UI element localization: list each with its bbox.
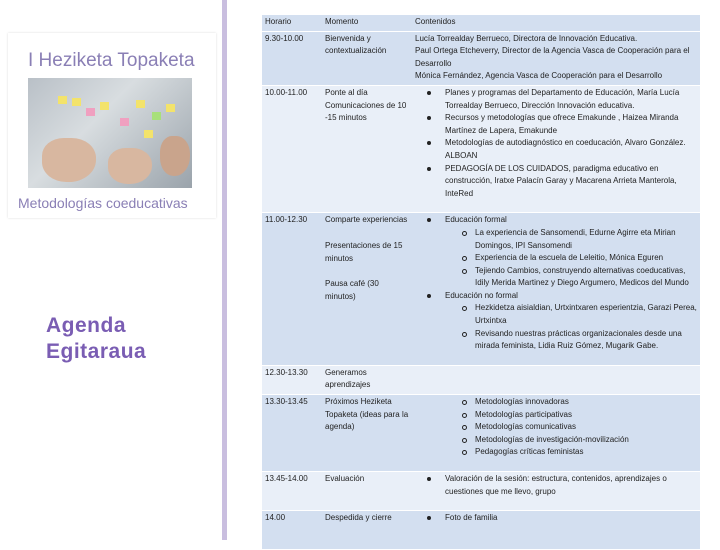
table-header-row [262,15,700,31]
sub-item: Experiencia de la escuela de Leleitio, Mónica Eguren [475,252,697,265]
sticky-note [166,104,175,112]
sub-item: Metodologías innovadoras [475,396,697,409]
table-row [262,85,700,212]
row-contents [412,31,700,85]
cover-subtitle: Metodologías coeducativas [18,195,188,211]
sticky-note [100,102,109,110]
sticky-note [136,100,145,108]
sticky-note [120,118,129,126]
table-row [262,511,700,550]
list-item: Recursos y metodologías que ofrece Emakunde , Haizea Miranda Martínez de Lapera, Emakunde [445,112,697,137]
table-row [262,213,700,366]
row-time: 12.30-13.30 [262,365,322,394]
row-time: 10.00-11.00 [262,85,322,212]
agenda-table [262,15,700,550]
sticky-note [58,96,67,104]
sticky-note [86,108,95,116]
moment-part: Comparte experiencias [325,215,408,225]
sticky-note [144,130,153,138]
row-moment: Generamos aprendizajes [322,365,412,394]
agenda-title [46,313,146,365]
list-item: PEDAGOGÍA DE LOS CUIDADOS, paradigma educativo en construcción, Iratxe Palacín Garay y Macarena Arrieta Manterola, InteRed [445,163,697,201]
sticky-note [152,112,161,120]
group-label: Educación no formal [445,290,518,300]
list-item: Metodologías de autodiagnóstico en coeducación, Alvaro González. ALBOAN [445,137,697,162]
sub-item: Pedagogías críticas feministas [475,446,697,459]
row-time: 13.45-14.00 [262,472,322,511]
row-moment: Evaluación [322,472,412,511]
row-contents [412,85,700,212]
hand-shape [42,138,96,182]
row-contents [412,213,700,366]
sub-item: Metodologías participativas [475,409,697,422]
row-time: 9.30-10.00 [262,31,322,85]
row-contents [412,511,700,550]
hand-shape [160,136,190,176]
sub-item: La experiencia de Sansomendi, Edurne Agirre eta Mirian Domingos, IPI Sansomendi [475,227,697,252]
moment-part: Pausa café (30 minutos) [325,279,379,301]
header-moment: Momento [322,15,412,31]
list-item: Valoración de la sesión: estructura, contenidos, aprendizajes o cuestiones que me llevo, grupo [445,473,697,498]
list-item [445,290,697,353]
row-moment: Despedida y cierre [322,511,412,550]
sub-item: Hezkidetza aisialdian, Urtxintxaren esperientzia, Garazi Perea, Urtxintxa [475,302,697,327]
sub-item: Tejiendo Cambios, construyendo alternativas coeducativas, Idily Merida Martinez y Diego Argumero, Medicos del Mundo [475,265,697,290]
row-time: 14.00 [262,511,322,550]
header-contents: Contenidos [412,15,700,31]
table-row [262,31,700,85]
content-line: Mónica Fernández, Agencia Vasca de Cooperación para el Desarrollo [415,71,663,81]
list-item: Foto de familia [445,512,697,525]
sticky-note [72,98,81,106]
content-line: Paul Ortega Etcheverry, Director de la Agencia Vasca de Cooperación para el Desarrollo [415,46,690,68]
table-row [262,472,700,511]
agenda-title-line1: Agenda [46,314,127,337]
header-time: Horario [262,15,322,31]
cover-title: I Heziketa Topaketa [28,50,195,71]
row-contents [412,365,700,394]
list-item [445,214,697,290]
row-time: 11.00-12.30 [262,213,322,366]
agenda-title-line2: Egitaraua [46,340,147,363]
row-moment [322,213,412,366]
list-item: Planes y programas del Departamento de Educación, María Lucía Torrealday Berrueco, Dirección Innovación educativa. [445,87,697,112]
row-moment: Bienvenida y contextualización [322,31,412,85]
left-stripe [222,0,227,540]
moment-part: Presentaciones de 15 minutos [325,240,403,263]
group-label: Educación formal [445,215,507,225]
sub-item: Metodologías de investigación-movilización [475,434,697,447]
row-time: 13.30-13.45 [262,395,322,472]
cover-photo [28,78,192,188]
row-moment: Próximos Heziketa Topaketa (ideas para la agenda) [322,395,412,472]
table-row [262,395,700,472]
row-moment: Ponte al día Comunicaciones de 10 -15 minutos [322,85,412,212]
hand-shape [108,148,152,184]
row-contents [412,472,700,511]
row-contents [412,395,700,472]
sub-item: Revisando nuestras prácticas organizacionales desde una mirada feminista, Lidia Ruiz Gómez, Mugarik Gabe. [475,328,697,353]
sub-item: Metodologías comunicativas [475,421,697,434]
content-line: Lucía Torrealday Berrueco, Directora de Innovación Educativa. [415,33,638,43]
table-row [262,365,700,394]
